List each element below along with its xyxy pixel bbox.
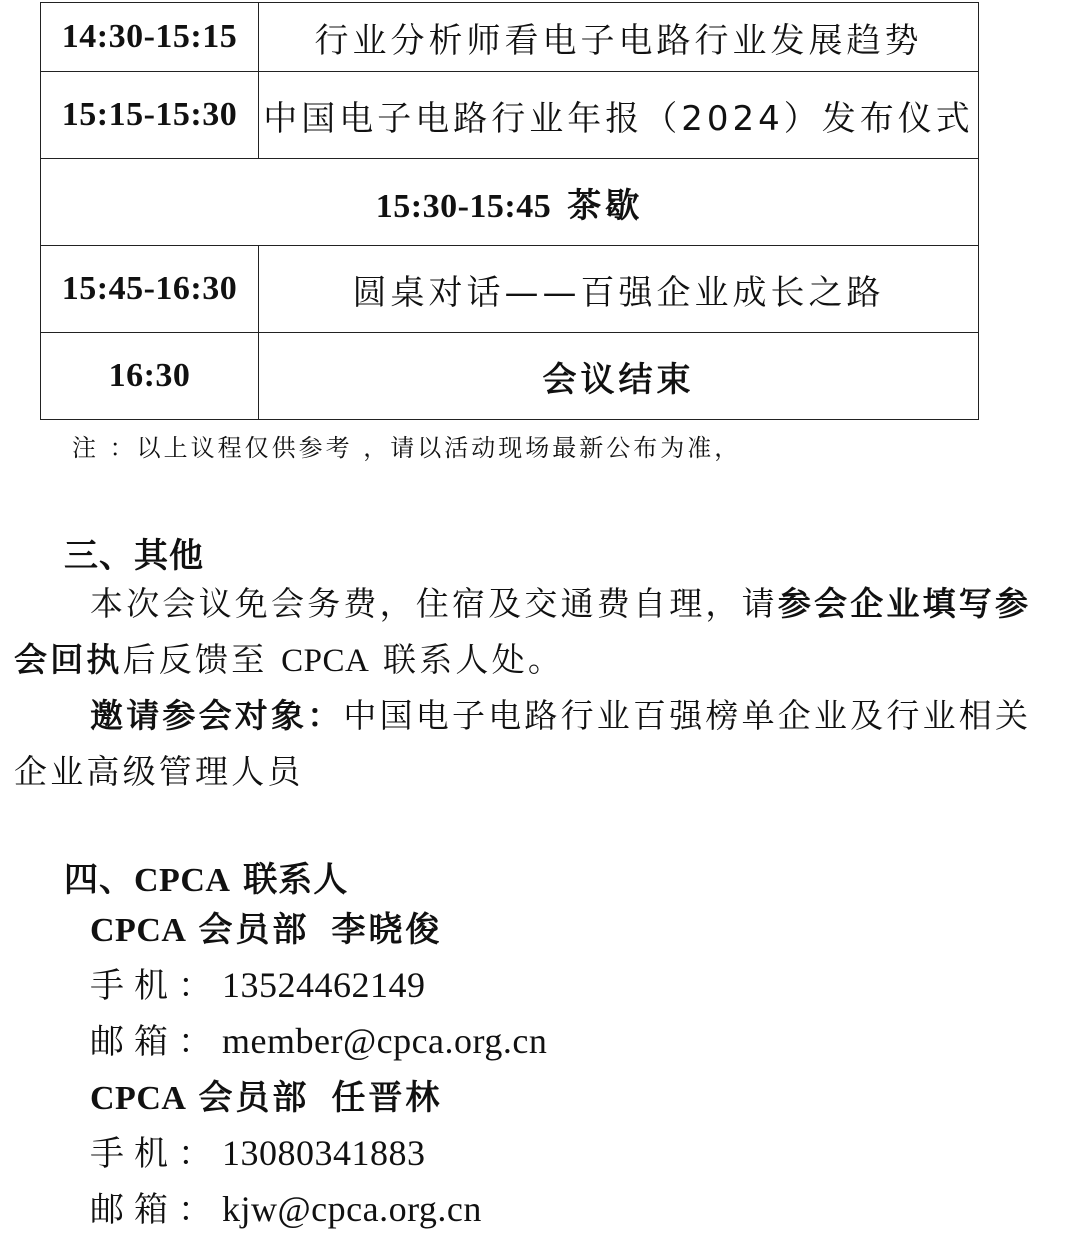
contact-org: CPCA: [90, 1080, 187, 1117]
paragraph-line: [14, 744, 1070, 800]
heading-latin: CPCA: [134, 862, 231, 899]
break-label: 茶歇: [567, 185, 644, 226]
text-run: 企业高级管理人员: [14, 752, 304, 791]
paragraph-invitees: [14, 688, 1070, 800]
phone-label: 手机：: [90, 1134, 222, 1174]
contact-name: [90, 1070, 442, 1119]
contact-org: CPCA: [90, 912, 187, 949]
section-heading-other: 三、其他: [64, 536, 204, 576]
agenda-row: [41, 72, 979, 159]
agenda-time: 15:45-16:30: [41, 246, 259, 333]
text-run-bold: 会回执: [14, 640, 123, 679]
phone-label: 手机：: [90, 966, 222, 1006]
text-run: 本次会议免会务费，住宿及交通费自理，请: [90, 584, 778, 623]
text-run: 后反馈至: [122, 640, 282, 679]
paragraph-line: [14, 688, 1070, 744]
contact-dept: 会员部: [198, 1078, 310, 1118]
text-run-latin: CPCA: [281, 643, 370, 679]
contact-name: [90, 902, 442, 951]
email-label: 邮箱：: [90, 1190, 222, 1230]
contact-person: 李晓俊: [331, 910, 443, 950]
email-value[interactable]: member@cpca.org.cn: [222, 1021, 548, 1061]
paragraph-fee: [14, 576, 1070, 689]
text-run: 联系人处。: [369, 640, 565, 679]
paragraph-line: [14, 576, 1070, 632]
contact-person: 任晋林: [331, 1078, 443, 1118]
contact-phone: [90, 1126, 426, 1175]
paragraph-line: [14, 632, 1070, 689]
phone-value: 13080341883: [222, 1133, 426, 1173]
agenda-topic: 圆桌对话——百强企业成长之路: [259, 246, 979, 333]
agenda-time: 16:30: [41, 333, 259, 420]
agenda-table: [40, 2, 979, 420]
section-heading-contacts: [64, 852, 348, 901]
contact-email: [90, 1014, 547, 1063]
email-label: 邮箱：: [90, 1022, 222, 1062]
phone-value: 13524462149: [222, 965, 426, 1005]
contact-phone: [90, 958, 426, 1007]
agenda-break: [41, 159, 979, 246]
heading-prefix: 四、: [64, 860, 134, 900]
agenda-topic: 行业分析师看电子电路行业发展趋势: [259, 3, 979, 72]
text-run: 中国电子电路行业百强榜单企业及行业相关: [343, 696, 1032, 735]
agenda-topic: 中国电子电路行业年报（2024）发布仪式: [259, 72, 979, 159]
text-run-bold: 邀请参会对象：: [90, 696, 344, 735]
agenda-note: 注 ：以上议程仅供参考 ，请以活动现场最新公布为准，: [72, 434, 742, 462]
agenda-row: [41, 333, 979, 420]
agenda-time: 15:15-15:30: [41, 72, 259, 159]
email-value[interactable]: kjw@cpca.org.cn: [222, 1189, 482, 1229]
agenda-row: [41, 246, 979, 333]
break-time: 15:30-15:45: [375, 187, 552, 225]
agenda-row: [41, 3, 979, 72]
agenda-time: 14:30-15:15: [41, 3, 259, 72]
agenda-topic: 会议结束: [259, 333, 979, 420]
agenda-break-row: [41, 159, 979, 246]
text-run-bold: 参会企业填写参: [777, 584, 1032, 623]
contact-email: [90, 1182, 482, 1231]
contact-dept: 会员部: [198, 910, 310, 950]
heading-suffix: 联系人: [243, 860, 349, 900]
